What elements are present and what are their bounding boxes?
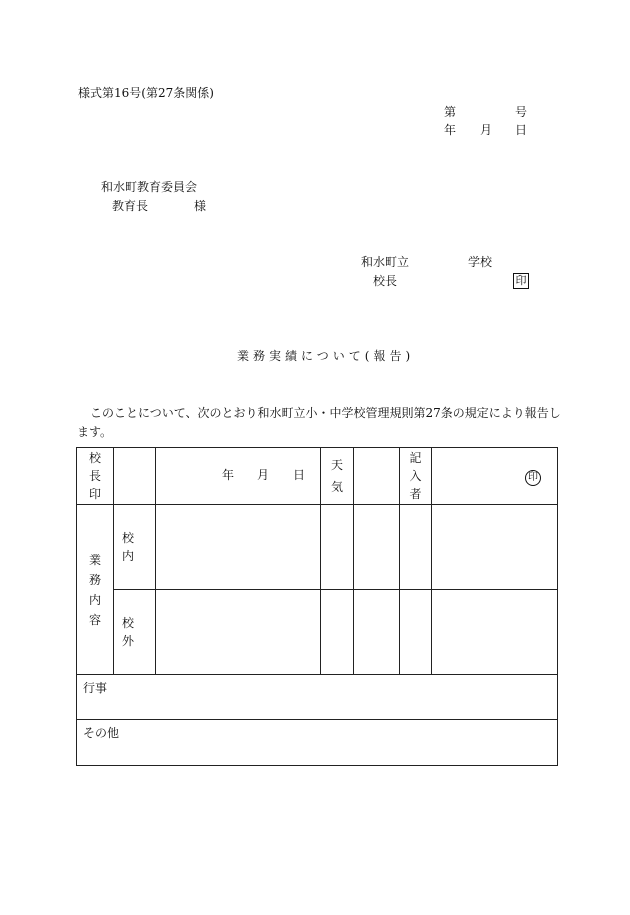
sender-title: 校長 [373,274,398,288]
inside-school-content [156,505,321,590]
events-row [77,675,558,720]
body-line-2: ます。 [77,425,113,439]
document-title: 業務実績について(報告) [237,349,415,363]
table-date-month: 月 [257,468,270,482]
other-cell [77,720,558,766]
date-year: 年 [444,123,457,137]
principal-seal-label: 校長印 [88,451,101,501]
sender-town: 和水町立 [361,255,410,269]
sender-school: 学校 [468,255,493,269]
seal-mark: 印 [513,273,529,289]
date-month: 月 [480,123,493,137]
addressee-title: 教育長 [112,199,149,213]
doc-number-suffix: 号 [515,105,528,119]
outside-school-content [156,590,321,675]
recorder-label: 記入者 [409,451,422,501]
inside-school-row [77,505,558,590]
header-row [77,448,558,505]
inside-school-extra-1 [354,505,400,590]
events-label: 行事 [83,681,108,695]
recorder-label-cell [400,448,432,505]
weather-value-cell [354,448,400,505]
work-content-label: 業務内容 [88,552,101,627]
inside-school-extra-2 [400,505,432,590]
outside-school-label-cell [114,590,156,675]
sender-seal [513,273,529,289]
table-date-year: 年 [222,468,235,482]
inside-school-weather [321,505,354,590]
outside-school-label: 校 外 [122,616,143,648]
date-day: 日 [515,123,528,137]
weather-label: 天気 [330,458,343,494]
inside-school-extra-3 [432,505,558,590]
outside-school-extra-3 [432,590,558,675]
principal-seal-label-cell [77,448,114,505]
addressee-honorific: 様 [194,199,207,213]
date-cell [156,448,321,505]
work-content-label-cell [77,505,114,675]
outside-school-weather [321,590,354,675]
events-cell [77,675,558,720]
principal-seal-cell [114,448,156,505]
report-table [76,447,558,766]
weather-label-cell [321,448,354,505]
outside-school-row [77,590,558,675]
other-row [77,720,558,766]
doc-number-prefix: 第 [444,105,457,119]
inside-school-label: 校 内 [122,531,143,563]
addressee-organization: 和水町教育委員会 [101,180,198,194]
recorder-seal-cell [432,448,558,505]
outside-school-extra-2 [400,590,432,675]
outside-school-extra-1 [354,590,400,675]
other-label: その他 [83,726,120,740]
form-number: 様式第16号(第27条関係) [78,86,214,100]
table-date-day: 日 [293,468,306,482]
inside-school-label-cell [114,505,156,590]
recorder-seal-mark: 印 [525,470,541,486]
body-line-1: このことについて、次のとおり和水町立小・中学校管理規則第27条の規定により報告し [90,406,561,420]
